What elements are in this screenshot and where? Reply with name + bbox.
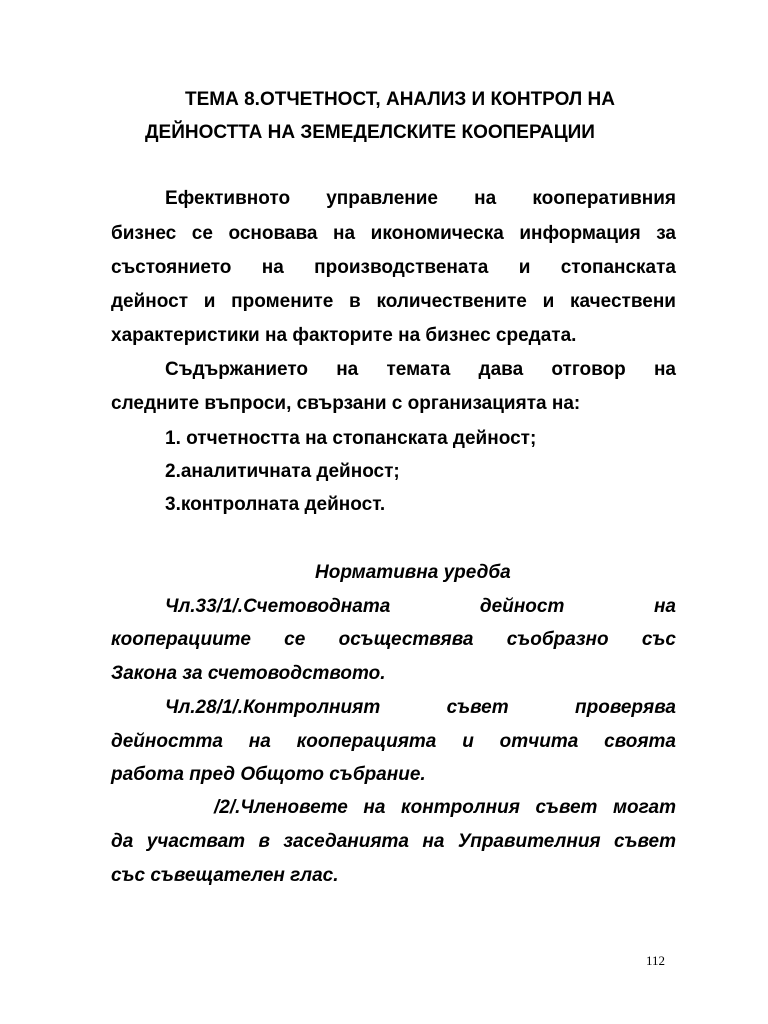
art28-line-1: Чл.28/1/.Контролният съвет проверява — [165, 697, 676, 718]
title-line-1: ТЕМА 8.ОТЧЕТНОСТ, АНАЛИЗ И КОНТРОЛ НА — [185, 89, 615, 110]
art33-line-2: кооперациите се осъществява съобразно със — [111, 629, 676, 650]
art28-line-2: дейността на кооперацията и отчита своята — [111, 731, 676, 752]
para1-line-4: дейност и промените в количествените и качествени — [111, 291, 676, 312]
title-line-2: ДЕЙНОСТТА НА ЗЕМЕДЕЛСКИТЕ КООПЕРАЦИИ — [145, 122, 595, 143]
para2-line-1: Съдържанието на темата дава отговор на — [165, 359, 676, 380]
para1-line-1: Ефективното управление на кооперативния — [165, 188, 676, 209]
list-item-1: 1. отчетността на стопанската дейност; — [165, 428, 537, 449]
para1-line-5: характеристики на факторите на бизнес средата. — [111, 325, 577, 346]
art33-line-3: Закона за счетоводството. — [111, 663, 386, 684]
art28-line-3: работа пред Общото събрание. — [111, 764, 426, 785]
para2-line-2: следните въпроси, свързани с организацията на: — [111, 393, 581, 414]
list-item-3: 3.контролната дейност. — [165, 494, 386, 515]
page-number: 112 — [646, 953, 666, 968]
para1-line-2: бизнес се основава на икономическа информация за — [111, 223, 676, 244]
section-title: Нормативна уредба — [315, 562, 511, 583]
art28-2-line-3: със съвещателен глас. — [111, 865, 339, 886]
para1-line-3: състоянието на производствената и стопанската — [111, 257, 676, 278]
list-item-2: 2.аналитичната дейност; — [165, 461, 400, 482]
art33-line-1: Чл.33/1/.Счетоводната дейност на — [165, 596, 676, 617]
art28-2-line-1: /2/.Членовете на контролния съвет могат — [214, 797, 676, 818]
art28-2-line-2: да участват в заседанията на Управителния съвет — [111, 831, 676, 852]
